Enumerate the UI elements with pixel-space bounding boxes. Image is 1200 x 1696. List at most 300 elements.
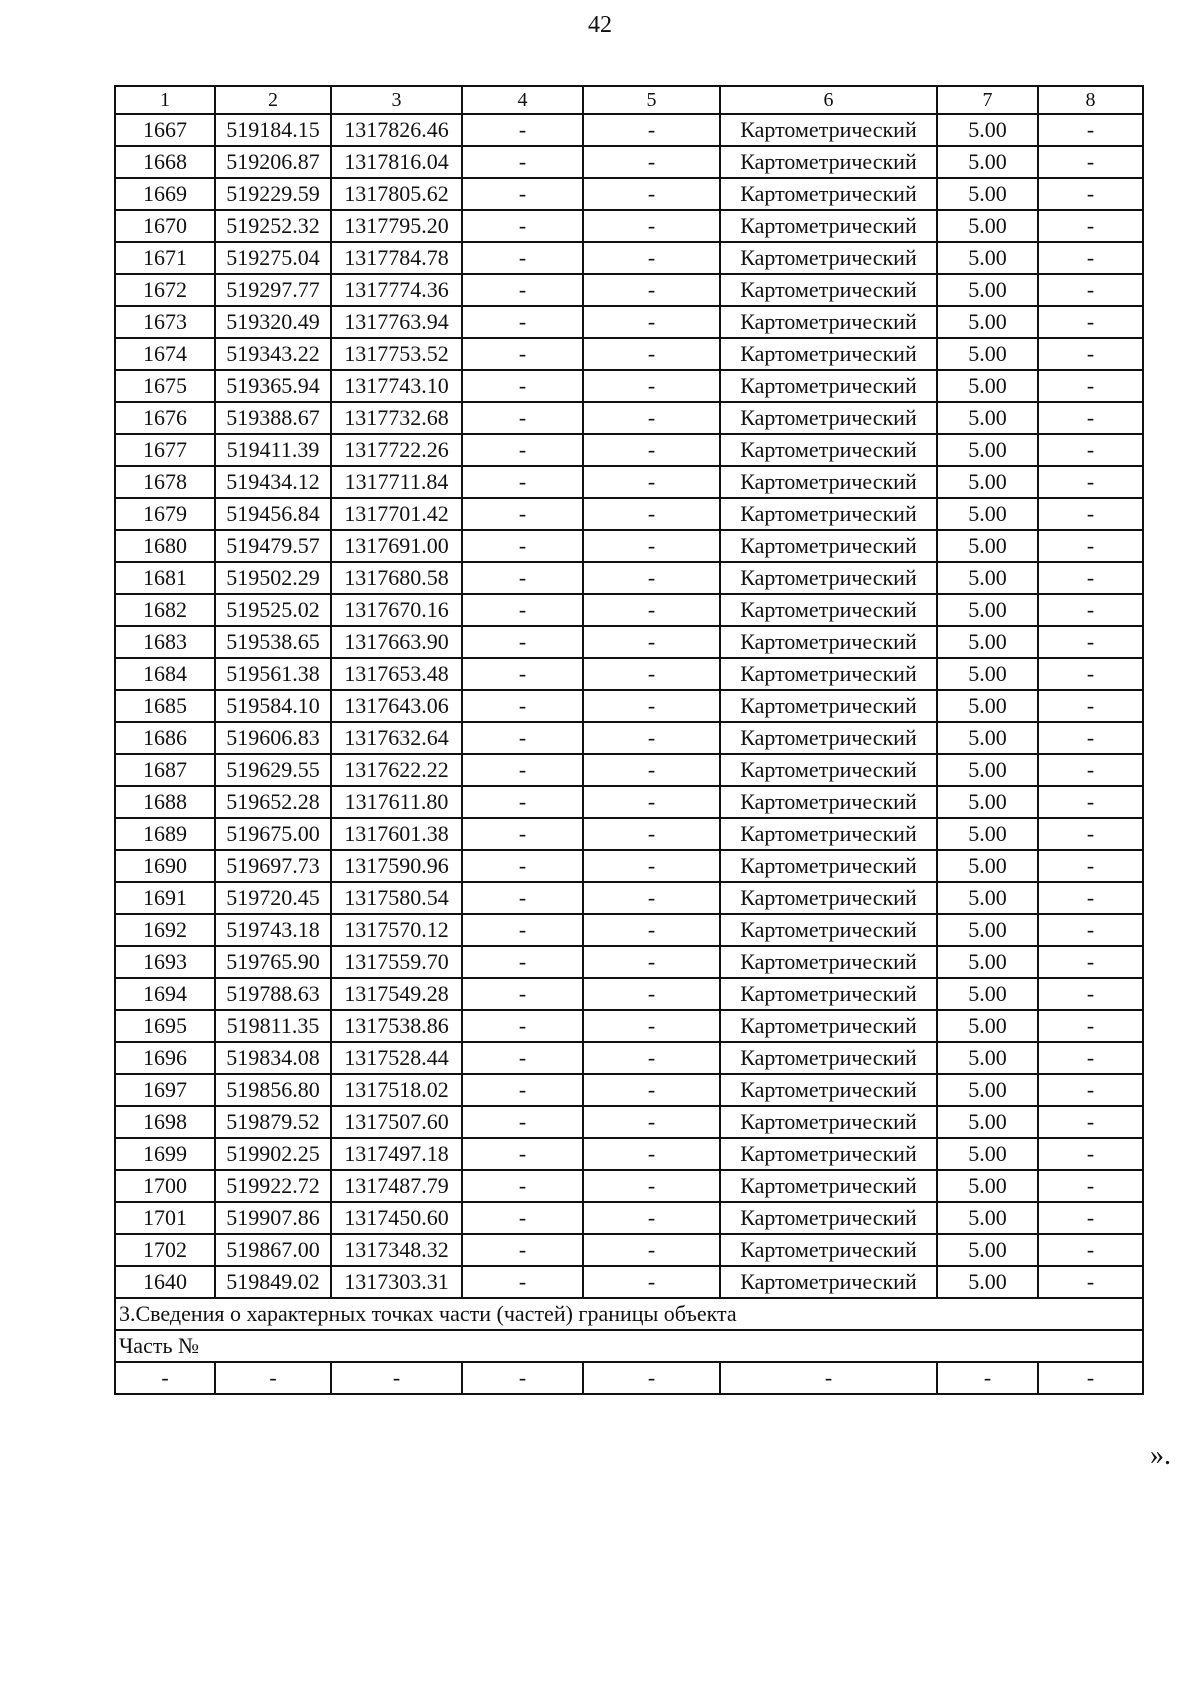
col-5-cell: -	[583, 690, 720, 722]
col-8-cell: -	[1038, 946, 1143, 978]
method-cell: Картометрический	[720, 178, 937, 210]
point-number-cell: 1693	[115, 946, 215, 978]
y-coordinate-cell: 1317632.64	[331, 722, 462, 754]
y-coordinate-cell: 1317691.00	[331, 530, 462, 562]
col-4-cell: -	[462, 498, 583, 530]
accuracy-cell: 5.00	[937, 850, 1038, 882]
y-coordinate-cell: 1317611.80	[331, 786, 462, 818]
column-header-5: 5	[583, 86, 720, 114]
empty-cell: -	[462, 1362, 583, 1394]
x-coordinate-cell: 519867.00	[215, 1234, 331, 1266]
table-row	[115, 146, 1143, 178]
col-5-cell: -	[583, 242, 720, 274]
method-cell: Картометрический	[720, 114, 937, 146]
col-5-cell: -	[583, 1138, 720, 1170]
y-coordinate-cell: 1317559.70	[331, 946, 462, 978]
x-coordinate-cell: 519675.00	[215, 818, 331, 850]
method-cell: Картометрический	[720, 850, 937, 882]
col-4-cell: -	[462, 370, 583, 402]
col-8-cell: -	[1038, 1202, 1143, 1234]
table-row	[115, 946, 1143, 978]
method-cell: Картометрический	[720, 434, 937, 466]
col-8-cell: -	[1038, 818, 1143, 850]
col-4-cell: -	[462, 274, 583, 306]
method-cell: Картометрический	[720, 946, 937, 978]
col-8-cell: -	[1038, 1074, 1143, 1106]
table-body	[115, 86, 1143, 1394]
col-5-cell: -	[583, 178, 720, 210]
col-5-cell: -	[583, 818, 720, 850]
accuracy-cell: 5.00	[937, 530, 1038, 562]
point-number-cell: 1679	[115, 498, 215, 530]
table-row	[115, 178, 1143, 210]
method-cell: Картометрический	[720, 882, 937, 914]
point-number-cell: 1667	[115, 114, 215, 146]
col-8-cell: -	[1038, 1234, 1143, 1266]
col-5-cell: -	[583, 1074, 720, 1106]
x-coordinate-cell: 519811.35	[215, 1010, 331, 1042]
method-cell: Картометрический	[720, 498, 937, 530]
method-cell: Картометрический	[720, 402, 937, 434]
point-number-cell: 1675	[115, 370, 215, 402]
col-8-cell: -	[1038, 338, 1143, 370]
point-number-cell: 1674	[115, 338, 215, 370]
table-row	[115, 338, 1143, 370]
col-5-cell: -	[583, 1234, 720, 1266]
empty-cell: -	[583, 1362, 720, 1394]
boundary-points-table	[114, 85, 1144, 1395]
y-coordinate-cell: 1317774.36	[331, 274, 462, 306]
empty-cell: -	[331, 1362, 462, 1394]
table-row	[115, 1234, 1143, 1266]
table-row	[115, 370, 1143, 402]
col-5-cell: -	[583, 498, 720, 530]
x-coordinate-cell: 519206.87	[215, 146, 331, 178]
method-cell: Картометрический	[720, 626, 937, 658]
point-number-cell: 1689	[115, 818, 215, 850]
x-coordinate-cell: 519184.15	[215, 114, 331, 146]
accuracy-cell: 5.00	[937, 114, 1038, 146]
col-8-cell: -	[1038, 434, 1143, 466]
accuracy-cell: 5.00	[937, 1234, 1038, 1266]
col-4-cell: -	[462, 626, 583, 658]
col-8-cell: -	[1038, 1106, 1143, 1138]
accuracy-cell: 5.00	[937, 946, 1038, 978]
column-header-8: 8	[1038, 86, 1143, 114]
col-5-cell: -	[583, 210, 720, 242]
col-5-cell: -	[583, 402, 720, 434]
col-4-cell: -	[462, 754, 583, 786]
col-5-cell: -	[583, 306, 720, 338]
col-4-cell: -	[462, 978, 583, 1010]
col-8-cell: -	[1038, 402, 1143, 434]
point-number-cell: 1696	[115, 1042, 215, 1074]
y-coordinate-cell: 1317732.68	[331, 402, 462, 434]
point-number-cell: 1678	[115, 466, 215, 498]
accuracy-cell: 5.00	[937, 1106, 1038, 1138]
section-title-row	[115, 1298, 1143, 1330]
accuracy-cell: 5.00	[937, 338, 1038, 370]
col-8-cell: -	[1038, 146, 1143, 178]
x-coordinate-cell: 519365.94	[215, 370, 331, 402]
accuracy-cell: 5.00	[937, 306, 1038, 338]
table-row	[115, 466, 1143, 498]
col-8-cell: -	[1038, 626, 1143, 658]
table-row	[115, 1010, 1143, 1042]
col-5-cell: -	[583, 850, 720, 882]
method-cell: Картометрический	[720, 466, 937, 498]
col-4-cell: -	[462, 530, 583, 562]
empty-cell: -	[115, 1362, 215, 1394]
x-coordinate-cell: 519502.29	[215, 562, 331, 594]
y-coordinate-cell: 1317580.54	[331, 882, 462, 914]
column-header-4: 4	[462, 86, 583, 114]
point-number-cell: 1692	[115, 914, 215, 946]
point-number-cell: 1671	[115, 242, 215, 274]
col-4-cell: -	[462, 1170, 583, 1202]
table-row	[115, 754, 1143, 786]
x-coordinate-cell: 519697.73	[215, 850, 331, 882]
col-8-cell: -	[1038, 210, 1143, 242]
x-coordinate-cell: 519879.52	[215, 1106, 331, 1138]
col-5-cell: -	[583, 530, 720, 562]
point-number-cell: 1685	[115, 690, 215, 722]
accuracy-cell: 5.00	[937, 690, 1038, 722]
accuracy-cell: 5.00	[937, 626, 1038, 658]
table-row	[115, 882, 1143, 914]
y-coordinate-cell: 1317816.04	[331, 146, 462, 178]
method-cell: Картометрический	[720, 754, 937, 786]
col-8-cell: -	[1038, 1266, 1143, 1298]
table-row	[115, 434, 1143, 466]
page-number: 42	[588, 12, 612, 38]
col-5-cell: -	[583, 914, 720, 946]
table-row	[115, 1170, 1143, 1202]
x-coordinate-cell: 519652.28	[215, 786, 331, 818]
col-4-cell: -	[462, 146, 583, 178]
empty-cell: -	[215, 1362, 331, 1394]
col-5-cell: -	[583, 114, 720, 146]
method-cell: Картометрический	[720, 1074, 937, 1106]
y-coordinate-cell: 1317507.60	[331, 1106, 462, 1138]
x-coordinate-cell: 519525.02	[215, 594, 331, 626]
col-5-cell: -	[583, 1202, 720, 1234]
accuracy-cell: 5.00	[937, 754, 1038, 786]
y-coordinate-cell: 1317763.94	[331, 306, 462, 338]
table-row	[115, 658, 1143, 690]
x-coordinate-cell: 519388.67	[215, 402, 331, 434]
col-8-cell: -	[1038, 786, 1143, 818]
table-row	[115, 114, 1143, 146]
accuracy-cell: 5.00	[937, 818, 1038, 850]
col-5-cell: -	[583, 978, 720, 1010]
x-coordinate-cell: 519229.59	[215, 178, 331, 210]
point-number-cell: 1668	[115, 146, 215, 178]
col-5-cell: -	[583, 786, 720, 818]
col-8-cell: -	[1038, 1138, 1143, 1170]
col-4-cell: -	[462, 242, 583, 274]
y-coordinate-cell: 1317590.96	[331, 850, 462, 882]
accuracy-cell: 5.00	[937, 1074, 1038, 1106]
col-5-cell: -	[583, 1010, 720, 1042]
method-cell: Картометрический	[720, 786, 937, 818]
point-number-cell: 1677	[115, 434, 215, 466]
col-4-cell: -	[462, 946, 583, 978]
col-4-cell: -	[462, 594, 583, 626]
y-coordinate-cell: 1317643.06	[331, 690, 462, 722]
col-4-cell: -	[462, 1138, 583, 1170]
x-coordinate-cell: 519788.63	[215, 978, 331, 1010]
x-coordinate-cell: 519561.38	[215, 658, 331, 690]
point-number-cell: 1701	[115, 1202, 215, 1234]
point-number-cell: 1697	[115, 1074, 215, 1106]
y-coordinate-cell: 1317670.16	[331, 594, 462, 626]
point-number-cell: 1681	[115, 562, 215, 594]
y-coordinate-cell: 1317663.90	[331, 626, 462, 658]
empty-cell: -	[937, 1362, 1038, 1394]
point-number-cell: 1682	[115, 594, 215, 626]
x-coordinate-cell: 519743.18	[215, 914, 331, 946]
col-8-cell: -	[1038, 1010, 1143, 1042]
col-8-cell: -	[1038, 370, 1143, 402]
col-4-cell: -	[462, 306, 583, 338]
method-cell: Картометрический	[720, 1042, 937, 1074]
x-coordinate-cell: 519479.57	[215, 530, 331, 562]
point-number-cell: 1695	[115, 1010, 215, 1042]
col-4-cell: -	[462, 786, 583, 818]
method-cell: Картометрический	[720, 1234, 937, 1266]
col-8-cell: -	[1038, 722, 1143, 754]
table-row	[115, 914, 1143, 946]
point-number-cell: 1669	[115, 178, 215, 210]
method-cell: Картометрический	[720, 1170, 937, 1202]
col-8-cell: -	[1038, 530, 1143, 562]
x-coordinate-cell: 519765.90	[215, 946, 331, 978]
col-8-cell: -	[1038, 754, 1143, 786]
part-label: Часть №	[115, 1330, 1143, 1362]
accuracy-cell: 5.00	[937, 882, 1038, 914]
x-coordinate-cell: 519606.83	[215, 722, 331, 754]
y-coordinate-cell: 1317805.62	[331, 178, 462, 210]
method-cell: Картометрический	[720, 818, 937, 850]
closing-quote-mark: ».	[1150, 1440, 1171, 1471]
col-5-cell: -	[583, 274, 720, 306]
x-coordinate-cell: 519834.08	[215, 1042, 331, 1074]
point-number-cell: 1670	[115, 210, 215, 242]
y-coordinate-cell: 1317743.10	[331, 370, 462, 402]
accuracy-cell: 5.00	[937, 1138, 1038, 1170]
col-5-cell: -	[583, 594, 720, 626]
y-coordinate-cell: 1317753.52	[331, 338, 462, 370]
method-cell: Картометрический	[720, 978, 937, 1010]
empty-cell: -	[720, 1362, 937, 1394]
col-4-cell: -	[462, 1202, 583, 1234]
y-coordinate-cell: 1317622.22	[331, 754, 462, 786]
col-8-cell: -	[1038, 114, 1143, 146]
table-row	[115, 1106, 1143, 1138]
x-coordinate-cell: 519720.45	[215, 882, 331, 914]
table-row	[115, 690, 1143, 722]
accuracy-cell: 5.00	[937, 1266, 1038, 1298]
y-coordinate-cell: 1317549.28	[331, 978, 462, 1010]
accuracy-cell: 5.00	[937, 1042, 1038, 1074]
col-4-cell: -	[462, 914, 583, 946]
y-coordinate-cell: 1317826.46	[331, 114, 462, 146]
y-coordinate-cell: 1317701.42	[331, 498, 462, 530]
col-4-cell: -	[462, 114, 583, 146]
col-8-cell: -	[1038, 466, 1143, 498]
method-cell: Картометрический	[720, 530, 937, 562]
col-4-cell: -	[462, 562, 583, 594]
point-number-cell: 1672	[115, 274, 215, 306]
column-header-6: 6	[720, 86, 937, 114]
point-number-cell: 1698	[115, 1106, 215, 1138]
col-4-cell: -	[462, 402, 583, 434]
col-8-cell: -	[1038, 274, 1143, 306]
point-number-cell: 1688	[115, 786, 215, 818]
col-4-cell: -	[462, 338, 583, 370]
y-coordinate-cell: 1317601.38	[331, 818, 462, 850]
table-row	[115, 594, 1143, 626]
col-4-cell: -	[462, 178, 583, 210]
table-row	[115, 1042, 1143, 1074]
table-row	[115, 1266, 1143, 1298]
col-8-cell: -	[1038, 1170, 1143, 1202]
accuracy-cell: 5.00	[937, 1202, 1038, 1234]
point-number-cell: 1680	[115, 530, 215, 562]
col-4-cell: -	[462, 434, 583, 466]
accuracy-cell: 5.00	[937, 1170, 1038, 1202]
table-row	[115, 1138, 1143, 1170]
col-8-cell: -	[1038, 594, 1143, 626]
x-coordinate-cell: 519584.10	[215, 690, 331, 722]
col-8-cell: -	[1038, 978, 1143, 1010]
accuracy-cell: 5.00	[937, 722, 1038, 754]
method-cell: Картометрический	[720, 914, 937, 946]
method-cell: Картометрический	[720, 690, 937, 722]
method-cell: Картометрический	[720, 338, 937, 370]
accuracy-cell: 5.00	[937, 402, 1038, 434]
col-8-cell: -	[1038, 498, 1143, 530]
empty-part-row	[115, 1362, 1143, 1394]
method-cell: Картометрический	[720, 242, 937, 274]
x-coordinate-cell: 519275.04	[215, 242, 331, 274]
x-coordinate-cell: 519538.65	[215, 626, 331, 658]
accuracy-cell: 5.00	[937, 914, 1038, 946]
point-number-cell: 1700	[115, 1170, 215, 1202]
accuracy-cell: 5.00	[937, 562, 1038, 594]
col-4-cell: -	[462, 722, 583, 754]
col-5-cell: -	[583, 1266, 720, 1298]
col-5-cell: -	[583, 1106, 720, 1138]
col-5-cell: -	[583, 434, 720, 466]
col-4-cell: -	[462, 466, 583, 498]
x-coordinate-cell: 519902.25	[215, 1138, 331, 1170]
method-cell: Картометрический	[720, 562, 937, 594]
column-header-1: 1	[115, 86, 215, 114]
point-number-cell: 1687	[115, 754, 215, 786]
y-coordinate-cell: 1317680.58	[331, 562, 462, 594]
col-8-cell: -	[1038, 690, 1143, 722]
x-coordinate-cell: 519922.72	[215, 1170, 331, 1202]
point-number-cell: 1676	[115, 402, 215, 434]
col-4-cell: -	[462, 818, 583, 850]
table-row	[115, 978, 1143, 1010]
method-cell: Картометрический	[720, 306, 937, 338]
col-5-cell: -	[583, 722, 720, 754]
accuracy-cell: 5.00	[937, 658, 1038, 690]
col-8-cell: -	[1038, 658, 1143, 690]
table-row	[115, 626, 1143, 658]
accuracy-cell: 5.00	[937, 434, 1038, 466]
table-row	[115, 562, 1143, 594]
accuracy-cell: 5.00	[937, 370, 1038, 402]
col-8-cell: -	[1038, 242, 1143, 274]
method-cell: Картометрический	[720, 210, 937, 242]
y-coordinate-cell: 1317450.60	[331, 1202, 462, 1234]
y-coordinate-cell: 1317711.84	[331, 466, 462, 498]
col-5-cell: -	[583, 1170, 720, 1202]
x-coordinate-cell: 519856.80	[215, 1074, 331, 1106]
accuracy-cell: 5.00	[937, 498, 1038, 530]
col-8-cell: -	[1038, 562, 1143, 594]
y-coordinate-cell: 1317497.18	[331, 1138, 462, 1170]
y-coordinate-cell: 1317653.48	[331, 658, 462, 690]
y-coordinate-cell: 1317303.31	[331, 1266, 462, 1298]
y-coordinate-cell: 1317487.79	[331, 1170, 462, 1202]
accuracy-cell: 5.00	[937, 274, 1038, 306]
y-coordinate-cell: 1317518.02	[331, 1074, 462, 1106]
table-row	[115, 402, 1143, 434]
col-4-cell: -	[462, 658, 583, 690]
table-row	[115, 786, 1143, 818]
col-4-cell: -	[462, 1010, 583, 1042]
y-coordinate-cell: 1317570.12	[331, 914, 462, 946]
table-row	[115, 242, 1143, 274]
y-coordinate-cell: 1317348.32	[331, 1234, 462, 1266]
col-5-cell: -	[583, 626, 720, 658]
y-coordinate-cell: 1317784.78	[331, 242, 462, 274]
table-row	[115, 1074, 1143, 1106]
method-cell: Картометрический	[720, 658, 937, 690]
section-title: 3.Сведения о характерных точках части (частей) границы объекта	[115, 1298, 1143, 1330]
accuracy-cell: 5.00	[937, 1010, 1038, 1042]
column-header-7: 7	[937, 86, 1038, 114]
point-number-cell: 1690	[115, 850, 215, 882]
method-cell: Картометрический	[720, 1266, 937, 1298]
col-5-cell: -	[583, 882, 720, 914]
method-cell: Картометрический	[720, 1138, 937, 1170]
method-cell: Картометрический	[720, 1202, 937, 1234]
y-coordinate-cell: 1317538.86	[331, 1010, 462, 1042]
accuracy-cell: 5.00	[937, 178, 1038, 210]
col-5-cell: -	[583, 754, 720, 786]
table-row	[115, 722, 1143, 754]
method-cell: Картометрический	[720, 594, 937, 626]
x-coordinate-cell: 519252.32	[215, 210, 331, 242]
accuracy-cell: 5.00	[937, 466, 1038, 498]
col-8-cell: -	[1038, 882, 1143, 914]
table-row	[115, 274, 1143, 306]
col-4-cell: -	[462, 1234, 583, 1266]
method-cell: Картометрический	[720, 274, 937, 306]
col-8-cell: -	[1038, 1042, 1143, 1074]
method-cell: Картометрический	[720, 146, 937, 178]
col-5-cell: -	[583, 946, 720, 978]
method-cell: Картометрический	[720, 1010, 937, 1042]
table-row	[115, 498, 1143, 530]
point-number-cell: 1702	[115, 1234, 215, 1266]
